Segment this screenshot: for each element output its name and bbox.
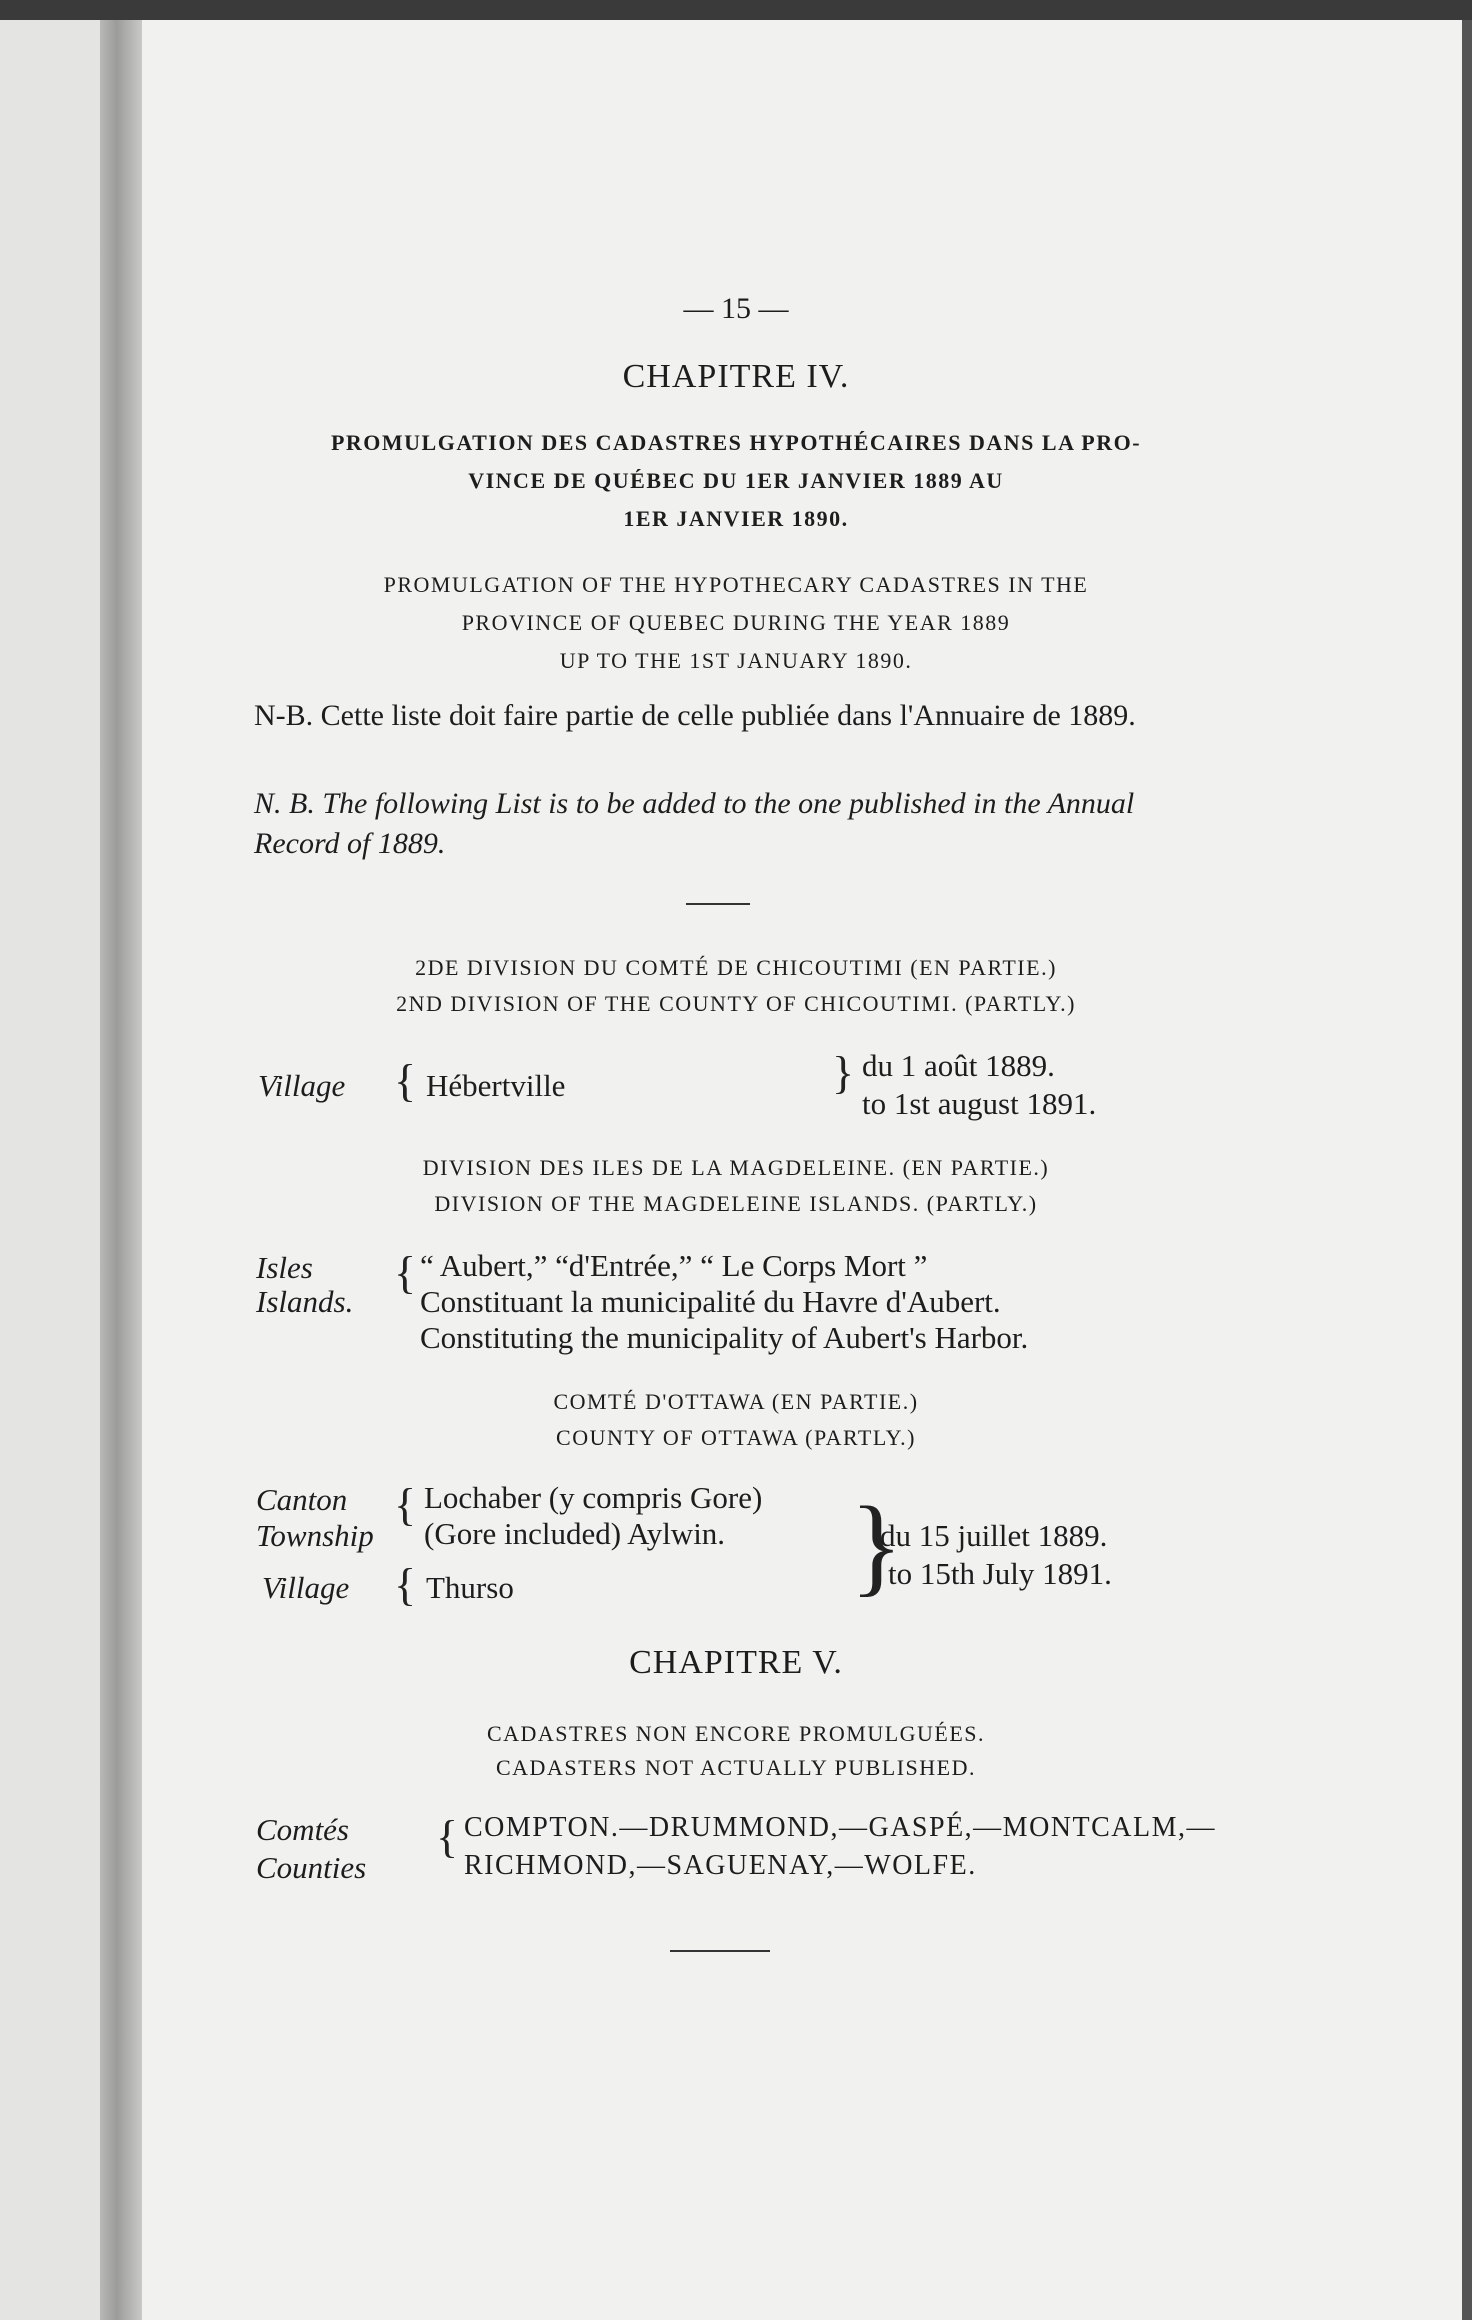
heading-fr-line: VINCE DE QUÉBEC DU 1ER JANVIER 1889 AU — [468, 468, 1004, 493]
chapter-iv-heading-fr — [0, 424, 1472, 538]
page-number: — 15 — — [683, 292, 789, 325]
islands-label: Islands. — [256, 1284, 354, 1319]
chapter-v-heading-en: CADASTERS NOT ACTUALLY PUBLISHED. — [496, 1755, 976, 1780]
comtes-label: Comtés — [256, 1812, 349, 1847]
end-rule — [670, 1950, 770, 1952]
township-line1: Lochaber (y compris Gore) — [424, 1480, 763, 1515]
village-label: Village — [262, 1570, 350, 1605]
date-en: to 1st august 1891. — [862, 1086, 1097, 1121]
note-en: N. B. The following List is to be added to the one published in the Annual Record of 1889. — [254, 787, 1135, 860]
divider-rule — [686, 903, 750, 905]
ottawa-heading-en: COUNTY OF OTTAWA (PARTLY.) — [556, 1425, 916, 1450]
left-brace: { — [394, 1055, 417, 1106]
left-brace: { — [394, 1559, 417, 1610]
right-brace: } — [832, 1047, 855, 1098]
scan-top-edge — [0, 0, 1472, 20]
chapter-v-title: CHAPITRE V. — [629, 1644, 843, 1681]
date-fr: du 1 août 1889. — [862, 1048, 1055, 1083]
village-label: Village — [258, 1068, 346, 1103]
ottawa-heading-fr: COMTÉ D'OTTAWA (EN PARTIE.) — [553, 1389, 919, 1414]
counties-line2: RICHMOND,—SAGUENAY,—WOLFE. — [464, 1850, 977, 1881]
chicoutimi-heading-fr: 2DE DIVISION DU COMTÉ DE CHICOUTIMI (EN PARTIE.) — [415, 955, 1057, 980]
date-en: to 15th July 1891. — [888, 1556, 1112, 1591]
chapter-iv-title: CHAPITRE IV. — [622, 358, 850, 395]
right-brace: } — [850, 1484, 903, 1606]
chicoutimi-heading-en: 2ND DIVISION OF THE COUNTY OF CHICOUTIMI. (PARTLY.) — [396, 991, 1076, 1016]
chapter-v-heading-fr: CADASTRES NON ENCORE PROMULGUÉES. — [486, 1721, 986, 1746]
village-name: Thurso — [426, 1570, 514, 1605]
place-name: Hébertville — [426, 1068, 566, 1103]
left-brace: { — [394, 1479, 417, 1530]
islands-names: “ Aubert,” “d'Entrée,” “ Le Corps Mort ” — [420, 1248, 928, 1283]
counties-line1: COMPTON.—DRUMMOND,—GASPÉ,—MONTCALM,— — [464, 1812, 1217, 1843]
municipality-fr: Constituant la municipalité du Havre d'Aubert. — [420, 1284, 1001, 1319]
township-label: Township — [256, 1518, 374, 1553]
magdeleine-heading-fr: DIVISION DES ILES DE LA MAGDELEINE. (EN PARTIE.) — [422, 1155, 1050, 1180]
canton-label: Canton — [256, 1482, 348, 1517]
note-fr: N-B. Cette liste doit faire partie de celle publiée dans l'Annuaire de 1889. — [254, 699, 1136, 732]
heading-en-line: PROMULGATION OF THE HYPOTHECARY CADASTRES IN THE — [383, 572, 1089, 597]
municipality-en: Constituting the municipality of Aubert's Harbor. — [420, 1320, 1029, 1355]
chapter-iv-heading-en — [0, 566, 1472, 680]
isles-label: Isles — [256, 1250, 313, 1285]
heading-en-line: PROVINCE OF QUEBEC DURING THE YEAR 1889 — [461, 610, 1011, 635]
left-brace: { — [436, 1811, 459, 1862]
township-line2: (Gore included) Aylwin. — [424, 1516, 726, 1551]
magdeleine-heading-en: DIVISION OF THE MAGDELEINE ISLANDS. (PARTLY.) — [434, 1191, 1038, 1216]
heading-fr-line: PROMULGATION DES CADASTRES HYPOTHÉCAIRES DANS LA PRO- — [330, 430, 1142, 455]
date-fr: du 15 juillet 1889. — [880, 1518, 1108, 1553]
heading-en-line: UP TO THE 1ST JANUARY 1890. — [559, 648, 913, 673]
heading-fr-line: 1ER JANVIER 1890. — [623, 506, 849, 531]
left-brace: { — [394, 1247, 417, 1298]
counties-label: Counties — [256, 1850, 367, 1885]
